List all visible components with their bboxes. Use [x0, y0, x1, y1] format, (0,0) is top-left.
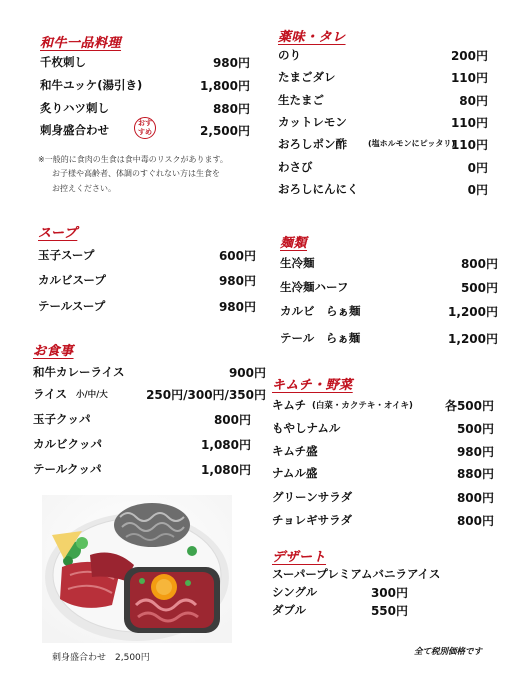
- menu-row: [278, 114, 488, 132]
- item-name: おろしポン酢: [278, 137, 347, 151]
- tax-note: 全て税別価格です: [414, 647, 483, 657]
- size-name: ダブル: [272, 603, 307, 617]
- menu-row: [278, 69, 488, 87]
- menu-row: [278, 47, 488, 65]
- item-price: 80円: [459, 94, 488, 108]
- raw-food-note: お子様や高齢者、体調のすぐれない方は生食を: [52, 169, 220, 178]
- menu-row: [272, 443, 494, 461]
- item-name: キムチ盛: [272, 444, 318, 458]
- item-name: グリーンサラダ: [272, 490, 353, 504]
- menu-row: [33, 436, 251, 454]
- menu-row: [278, 181, 488, 199]
- item-price: 2,500円: [200, 124, 250, 138]
- item-name: のり: [278, 48, 301, 62]
- menu-row: [38, 298, 256, 316]
- item-price: 110円: [450, 71, 488, 85]
- item-name: 炙りハツ刺し: [40, 101, 109, 115]
- menu-row: [38, 247, 256, 265]
- item-price: 0円: [467, 161, 488, 175]
- menu-row: [33, 386, 266, 404]
- item-price: 110円: [450, 116, 488, 130]
- size-price: 300円: [370, 586, 408, 600]
- item-name: ライス: [33, 387, 68, 401]
- item-price: 800円: [213, 413, 251, 427]
- item-price: 200円: [450, 49, 488, 63]
- item-name: テール らぁ麺: [280, 331, 361, 345]
- item-price: 110円: [450, 138, 488, 152]
- raw-food-note: お控えください。: [52, 184, 116, 193]
- menu-row: [272, 420, 494, 438]
- item-name: たまごダレ: [278, 70, 336, 84]
- size-name: シングル: [272, 585, 318, 599]
- item-price: 880円: [456, 467, 494, 481]
- menu-row: [278, 92, 488, 110]
- item-name: カルビスープ: [38, 273, 106, 287]
- meal-section-title: お食事: [33, 344, 74, 359]
- menu-row: [33, 461, 251, 479]
- item-name: 生冷麺: [280, 256, 315, 270]
- menu-row: [280, 279, 498, 297]
- item-price: 1,200円: [448, 332, 498, 346]
- sashimi-platter-image: [42, 495, 232, 643]
- item-price: 600円: [218, 249, 256, 263]
- item-price: 980円: [456, 445, 494, 459]
- item-price: 1,200円: [448, 305, 498, 319]
- menu-row: [280, 330, 498, 348]
- item-name: チョレギサラダ: [272, 513, 353, 527]
- item-price: 880円: [212, 102, 250, 116]
- menu-row: [33, 411, 251, 429]
- sashimi-platter-photo: [42, 495, 232, 643]
- item-sub-note: (白菜・カクテキ・オイキ): [312, 401, 413, 411]
- item-price: 500円: [460, 281, 498, 295]
- menu-row: [40, 54, 250, 72]
- item-name: テールスープ: [38, 299, 106, 313]
- item-price: 980円: [218, 274, 256, 288]
- item-price: 1,080円: [201, 463, 251, 477]
- item-name: カルビ らぁ麺: [280, 304, 361, 318]
- item-name: キムチ: [272, 398, 307, 412]
- item-name: ナムル盛: [272, 466, 318, 480]
- dessert-size-row: [272, 602, 408, 620]
- recommend-stamp: おすすめ: [134, 117, 156, 139]
- menu-row: [280, 255, 498, 273]
- item-name: カルビクッパ: [33, 437, 102, 451]
- item-price: 250円/300円/350円: [146, 388, 266, 402]
- menu-row: [38, 272, 256, 290]
- kimchi-section-title: キムチ・野菜: [272, 378, 353, 393]
- item-name: 和牛カレーライス: [33, 365, 125, 379]
- menu-row: [278, 159, 488, 177]
- item-price: 800円: [460, 257, 498, 271]
- menu-row: [278, 136, 488, 154]
- noodles-section-title: 麺類: [280, 236, 308, 251]
- item-price: 980円: [218, 300, 256, 314]
- size-price: 550円: [370, 604, 408, 618]
- item-price: 各500円: [444, 399, 494, 413]
- item-price: 1,080円: [201, 438, 251, 452]
- menu-row: [40, 100, 250, 118]
- menu-row: [280, 303, 498, 321]
- menu-row: [272, 397, 494, 415]
- item-price: 500円: [456, 422, 494, 436]
- item-name: おろしにんにく: [278, 182, 359, 196]
- item-name: テールクッパ: [33, 462, 102, 476]
- item-name: もやしナムル: [272, 421, 341, 435]
- menu-row: [33, 364, 266, 382]
- condiments-section-title: 薬味・タレ: [278, 30, 346, 45]
- dessert-size-row: [272, 584, 408, 602]
- soup-section-title: スープ: [38, 226, 78, 241]
- item-name: カットレモン: [278, 115, 347, 129]
- item-name: 生冷麺ハーフ: [280, 280, 349, 294]
- item-name: 玉子スープ: [38, 248, 95, 262]
- menu-row: [272, 489, 494, 507]
- item-price: 1,800円: [200, 79, 250, 93]
- item-name: 生たまご: [278, 93, 324, 107]
- item-price: 900円: [228, 366, 266, 380]
- item-price: 800円: [456, 491, 494, 505]
- dessert-section-title: デザート: [272, 550, 327, 565]
- item-name: 和牛ユッケ(湯引き): [40, 78, 143, 92]
- wagyu-section-title: 和牛一品料理: [40, 36, 122, 51]
- item-price: 980円: [212, 56, 250, 70]
- menu-row: [40, 77, 250, 95]
- item-size-note: 小/中/大: [76, 390, 108, 400]
- item-name: 千枚刺し: [40, 55, 86, 69]
- item-name: わさび: [278, 160, 313, 174]
- menu-row: [272, 465, 494, 483]
- photo-caption: 刺身盛合わせ 2,500円: [52, 653, 150, 663]
- item-name: 刺身盛合わせ: [40, 123, 109, 137]
- item-name: 玉子クッパ: [33, 412, 91, 426]
- raw-food-note: ※一般的に食肉の生食は食中毒のリスクがあります。: [38, 155, 228, 164]
- item-price: 0円: [467, 183, 488, 197]
- item-sub-note: (塩ホルモンにピッタリ): [368, 139, 455, 148]
- item-price: 800円: [456, 514, 494, 528]
- menu-row: [272, 512, 494, 530]
- dessert-item-name: スーパープレミアムバニラアイス: [272, 567, 441, 581]
